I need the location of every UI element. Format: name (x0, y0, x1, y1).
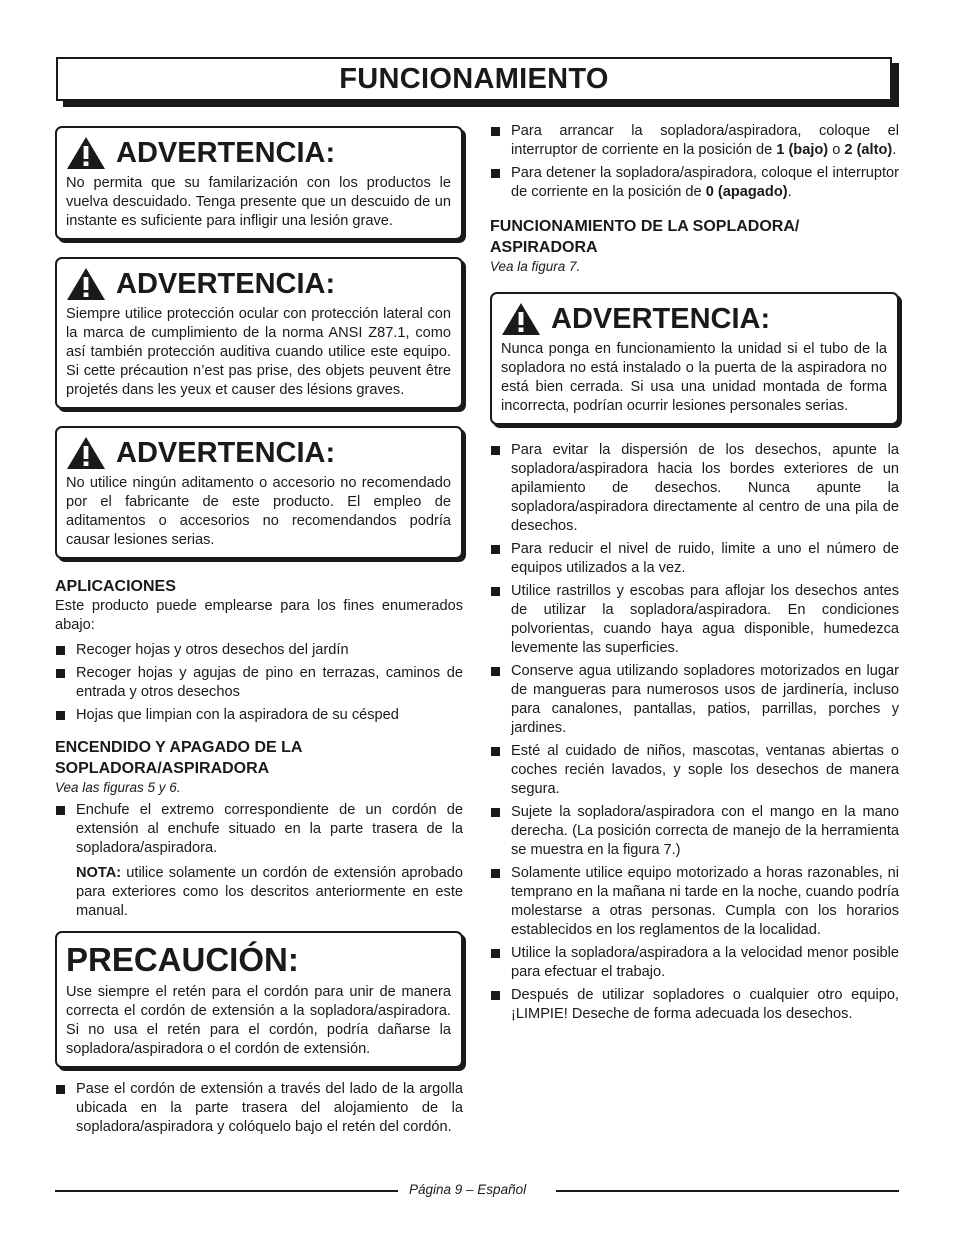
list-item: Enchufe el extremo correspondiente de un cordón de extensión al enchufe situado en la parte trasera de la sopladora/aspiradora. (55, 801, 463, 858)
warning-box-1 (55, 126, 463, 240)
func-heading-line1: FUNCIONAMIENTO DE LA SOPLADORA/ (490, 218, 800, 235)
list-item: Solamente utilice equipo motorizado a horas razonables, ni temprano en la mañana ni tarde en la noche, cuando podría molestarse a otras personas. Cumpla con los horarios establecidos en los reglamentos de la localidad. (490, 864, 899, 940)
caution-title: PRECAUCIÓN: (66, 941, 299, 978)
list-item: Pase el cordón de extensión a través del lado de la argolla ubicada en la parte trasera del alojamiento de la sopladora/aspiradora y colóquelo bajo el retén del cordón. (55, 1080, 463, 1137)
aplicaciones-heading: APLICACIONES (55, 578, 176, 595)
func-heading (490, 216, 899, 258)
page-title-box (56, 57, 892, 101)
stop-off: 0 (apagado) (705, 184, 788, 200)
warning-text: No permita que su familarización con los productos le vuelva descuidado. Tenga presente que un descuido de un instante es suficiente para infligir una lesión grave. (66, 175, 451, 229)
list-item: Esté al cuidado de niños, mascotas, ventanas abiertas o coches recién lavados, y sople los desechos de manera segura. (490, 742, 899, 799)
list-item: Utilice la sopladora/aspiradora a la velocidad menor posible para efectuar el trabajo. (490, 944, 899, 982)
operation-list (490, 441, 899, 1024)
warning-box-3 (55, 426, 463, 559)
list-item: Utilice rastrillos y escobas para aflojar los desechos antes de utilizar la sopladora/aspiradora. En condiciones polvorientas, cuando haya agua disponible, humedezca levemente las superficies. (490, 582, 899, 658)
footer-rule-left (55, 1190, 398, 1192)
note-label: NOTA: (76, 865, 122, 881)
list-item: Para reducir el nivel de ruido, limite a uno el número de equipos utilizados a la vez. (490, 540, 899, 578)
warning-header (66, 267, 451, 301)
list-item-start (490, 122, 899, 160)
list-item: Después de utilizar sopladores o cualquier otro equipo, ¡LIMPIE! Deseche de forma adecuada los desechos. (490, 986, 899, 1024)
start-low: 1 (bajo) (776, 142, 829, 158)
warning-text: Nunca ponga en funcionamiento la unidad si el tubo de la sopladora no está instalado o la puerta de la aspiradora no está bien cerrada. Si usa una unidad montada de forma incorrecta, podrían ocurrir lesiones personales serias. (501, 341, 887, 414)
warning-text: No utilice ningún aditamento o accesorio no recomendado por el fabricante de este producto. El empleo de aditamentos o accesorios no recomendandos podría causar lesiones serias. (66, 475, 451, 548)
start-text: Para arrancar la sopladora/aspiradora, coloque el interruptor de corriente en la posición de (511, 123, 899, 158)
list-item: Sujete la sopladora/aspiradora con el mango en la mano derecha. (La posición correcta de manejo de la herramienta se muestra en la figura 7.) (490, 803, 899, 860)
encendido-heading-line1: ENCENDIDO Y APAGADO DE LA (55, 739, 303, 756)
warning-title: ADVERTENCIA: (116, 268, 336, 300)
start-period: . (892, 142, 897, 158)
page-footer: Página 9 – Español (409, 1182, 527, 1197)
warning-title: ADVERTENCIA: (116, 437, 336, 469)
aplicaciones-intro: Este producto puede emplearse para los fines enumerados abajo: (55, 598, 463, 633)
warning-header (501, 302, 887, 336)
list-item: Conserve agua utilizando sopladores motorizados en lugar de mangueras para numerosos usos de jardinería, incluso para canalones, pantallas, patios, parrillas, porches y jardines. (490, 662, 899, 738)
list-item: Recoger hojas y agujas de pino en terrazas, caminos de entrada y otros desechos (55, 664, 463, 702)
list-item: Recoger hojas y otros desechos del jardín (55, 641, 463, 660)
warning-triangle-icon (501, 302, 541, 336)
caution-text: Use siempre el retén para el cordón para unir de manera correcta el cordón de extensión a la sopladora/aspiradora. Si no usa el retén para el cordón, podría dañarse la sopladora/aspiradora o el cordón de extensión. (66, 984, 451, 1057)
warning-triangle-icon (66, 267, 106, 301)
note-text: utilice solamente un cordón de extensión aprobado para exteriores como los descritos anteriormente en este manual. (76, 865, 463, 919)
warning-header (66, 436, 451, 470)
start-or: o (828, 142, 845, 158)
switch-list (490, 122, 899, 202)
warning-header (66, 136, 451, 170)
encendido-heading (55, 737, 463, 779)
list-item: Para evitar la dispersión de los desechos, apunte la sopladora/aspiradora hacia los bordes exteriores de un apilamiento de desechos. Nunca apunte la sopladora/aspiradora directamente al centro de una pila de desechos. (490, 441, 899, 536)
stop-period: . (787, 184, 792, 200)
caution-box (55, 931, 463, 1068)
footer-rule-right (556, 1190, 899, 1192)
stop-text: Para detener la sopladora/aspiradora, coloque el interruptor de corriente en la posición de (511, 165, 899, 200)
aplicaciones-list (55, 641, 463, 725)
page-title: FUNCIONAMIENTO (339, 62, 609, 95)
warning-triangle-icon (66, 136, 106, 170)
list-item: Hojas que limpian con la aspiradora de su césped (55, 706, 463, 725)
warning-box-2 (55, 257, 463, 409)
right-column (490, 122, 899, 1030)
encendido-list (55, 801, 463, 858)
encendido-figure-ref: Vea las figuras 5 y 6. (55, 780, 181, 795)
warning-title: ADVERTENCIA: (551, 303, 771, 335)
note-paragraph (55, 864, 463, 921)
warning-box-4 (490, 292, 899, 425)
warning-title: ADVERTENCIA: (116, 137, 336, 169)
func-figure-ref: Vea la figura 7. (490, 259, 581, 274)
warning-text: Siempre utilice protección ocular con protección lateral con la marca de cumplimiento de la norma ANSI Z87.1, como así también protección auditiva cuando utilice este equipo. Si cette précaution n’est pas prise, des objets peuvent être projetés dans les yeux et causer des lésions graves. (66, 306, 451, 398)
start-high: 2 (alto) (844, 142, 893, 158)
warning-triangle-icon (66, 436, 106, 470)
cord-list (55, 1080, 463, 1137)
left-column (55, 126, 463, 1143)
func-heading-line2: ASPIRADORA (490, 239, 598, 256)
list-item-stop (490, 164, 899, 202)
encendido-heading-line2: SOPLADORA/ASPIRADORA (55, 760, 270, 777)
